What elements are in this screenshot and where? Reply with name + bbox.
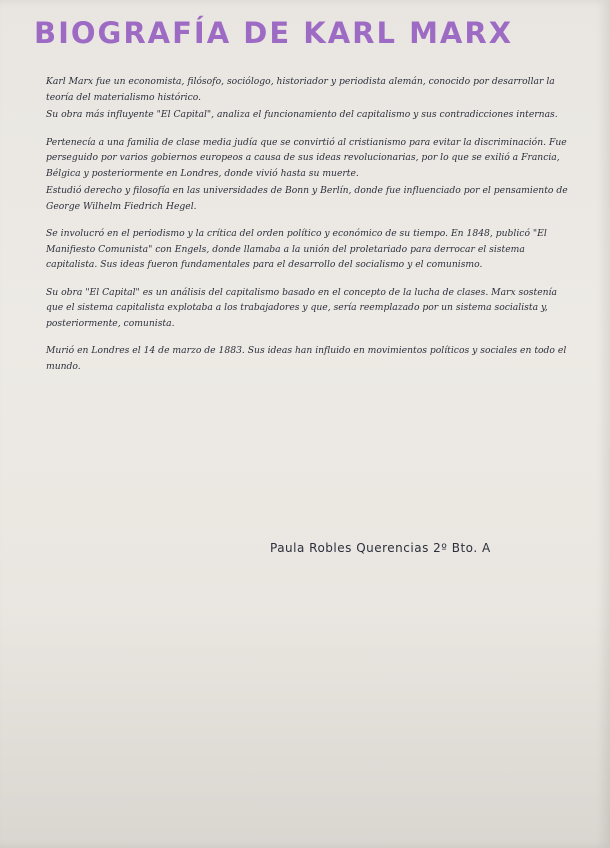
paper-shadow bbox=[0, 600, 610, 848]
document-title: BIOGRAFÍA DE KARL MARX bbox=[34, 16, 514, 50]
author-signature: Paula Robles Querencias 2º Bto. A bbox=[270, 541, 491, 555]
paragraph-5: Se involucró en el periodismo y la crítica del orden político y económico de su tiempo. En 1848, publicó "El Manifiesto Comunista" con Engels, donde llamaba a la unión del proletariado para derrocar el sistema capitalista. Sus ideas fueron fundamentales para el desarrollo del socialismo y el comunismo. bbox=[46, 228, 547, 270]
paragraph-3: Pertenecía a una familia de clase media judía que se convirtió al cristianismo para evitar la discriminación. Fue perseguido por varios gobiernos europeos a causa de sus ideas revolucionarias, por lo que se exilió a Francia, Bélgica y posteriormente en Londres, donde vivió hasta su muerte. bbox=[46, 136, 567, 179]
paragraph-4: Estudió derecho y filosofía en las universidades de Bonn y Berlín, donde fue influenciado por el pensamiento de George Wilhelm Fiedrich Hegel. bbox=[46, 185, 568, 212]
paragraph-7: Murió en Londres el 14 de marzo de 1883. Sus ideas han influido en movimientos políticos y sociales en todo el mundo. bbox=[46, 345, 567, 372]
document-body bbox=[46, 74, 576, 386]
paragraph-6: Su obra "El Capital" es un análisis del capitalismo basado en el concepto de la lucha de clases. Marx sostenía que el sistema capitalista explotaba a los trabajadores y que, sería reemplazado por un sistema socialista y, posteriormente, comunista. bbox=[46, 286, 557, 329]
paragraph-2: Su obra más influyente "El Capital", analiza el funcionamiento del capitalismo y sus contradicciones internas. bbox=[46, 109, 558, 120]
paragraph-1: Karl Marx fue un economista, filósofo, sociólogo, historiador y periodista alemán, conocido por desarrollar la teoría del materialismo histórico. bbox=[46, 76, 555, 103]
